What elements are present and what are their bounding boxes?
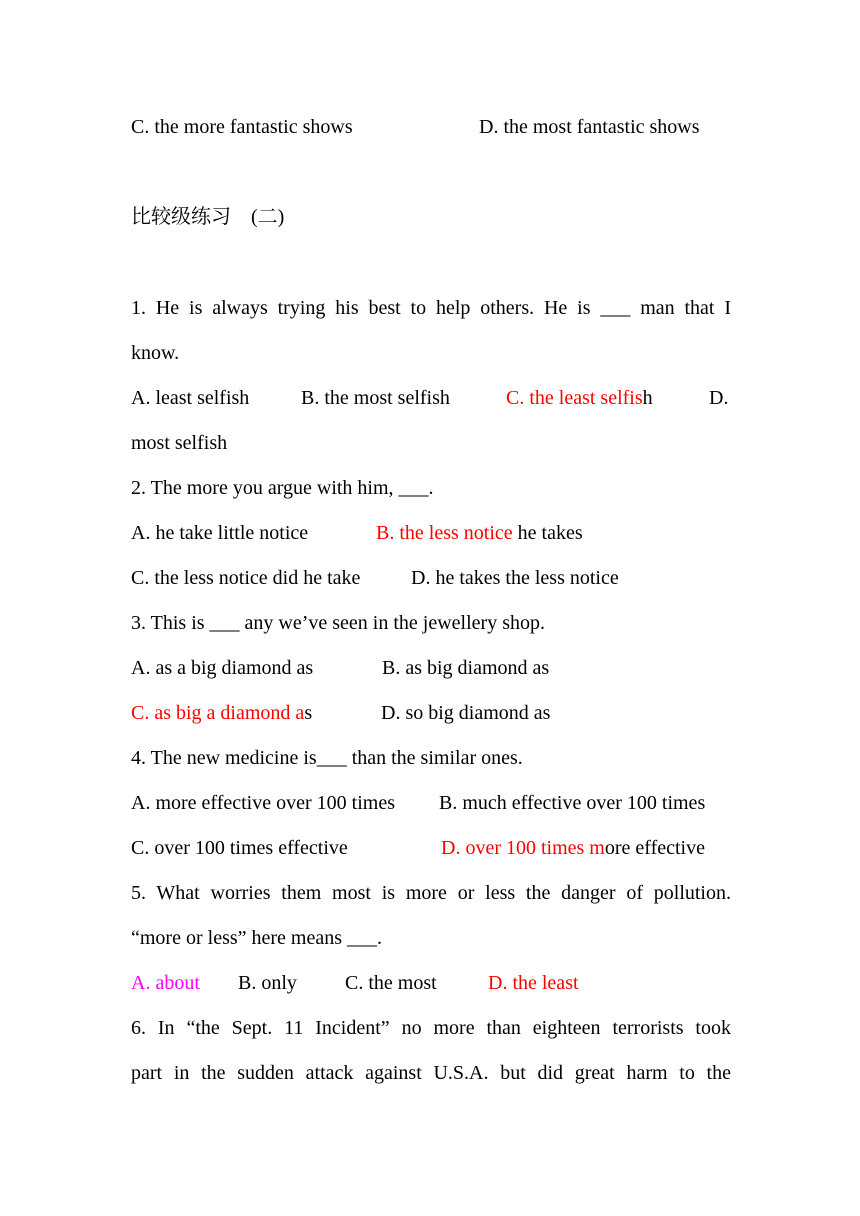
q4-option-a: A. more effective over 100 times [131,792,395,814]
q2-stem: 2. The more you argue with him, ___. [131,477,434,499]
q5-stem-line2: “more or less” here means ___. [131,927,383,949]
q2-option-b-answer: B. the less notice [376,522,513,544]
q4-option-b: B. much effective over 100 times [439,792,706,814]
q5-option-d: D. the least [488,972,579,994]
q4-option-d [441,836,705,860]
q2-option-a: A. he take little notice [131,522,309,544]
q5-option-b: B. only [238,972,297,994]
q1-option-d-line2: most selfish [131,432,228,454]
q1-option-c [506,386,653,410]
q3-option-c [131,701,312,725]
q4-option-c: C. over 100 times effective [131,837,348,859]
q5-option-c: C. the most [345,972,437,994]
q3-stem: 3. This is ___ any we’ve seen in the jewellery shop. [131,612,545,634]
option-d: D. the most fantastic shows [479,116,700,138]
q1-option-a: A. least selfish [131,387,250,409]
q3-option-c-answer: C. as big a diamond a [131,702,305,724]
q3-option-d: D. so big diamond as [381,702,551,724]
q2-option-b-tail: he takes [512,522,583,544]
q6-stem-line2: part in the sudden attack against U.S.A. but did great harm to the [131,1062,731,1084]
q3-option-a: A. as a big diamond as [131,657,314,679]
section-title: 比较级练习 (二) [131,206,285,228]
q2-option-b [376,521,583,545]
q4-option-d-answer: D. over 100 times m [441,837,605,859]
q5-option-a: A. about [131,972,200,994]
q1-option-d: D. [709,387,729,409]
q1-stem-line1: 1. He is always trying his best to help others. He is ___ man that I [131,297,731,319]
option-c: C. the more fantastic shows [131,116,353,138]
q1-stem-line2: know. [131,342,180,364]
q2-option-d: D. he takes the less notice [411,567,619,589]
q2-option-c: C. the less notice did he take [131,567,361,589]
q1-option-c-tail: h [642,387,653,409]
q3-option-b: B. as big diamond as [382,657,550,679]
q4-stem: 4. The new medicine is___ than the similar ones. [131,747,523,769]
q1-option-c-answer: C. the least selfis [506,387,643,409]
q1-option-b: B. the most selfish [301,387,450,409]
q4-option-d-tail: ore effective [604,837,705,859]
q3-option-c-tail: s [304,702,313,724]
q6-stem-line1: 6. In “the Sept. 11 Incident” no more than eighteen terrorists took [131,1017,731,1039]
q5-stem-line1: 5. What worries them most is more or less the danger of pollution. [131,882,731,904]
